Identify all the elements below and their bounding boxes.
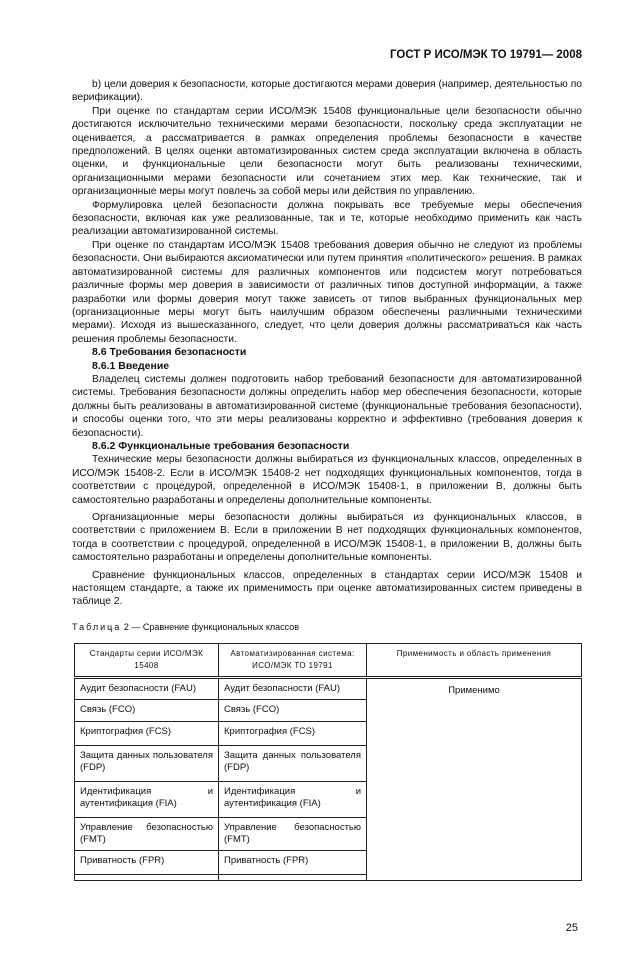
paragraph: Технические меры безопасности должны выбираться из функциональных классов, определенных в ИСО/МЭК 15408-2. Если в ИСО/МЭК 15408-2 нет подходящих функциональных компонентов, тогда в соответствии с процедурой, определенной в ИСО/МЭК 15408-1, в приложении В, должны быть самостоятельно разработаны и определены дополнительные компоненты. [72,454,582,506]
document-header: ГОСТ Р ИСО/МЭК ТО 19791— 2008 [390,49,582,61]
paragraph: Владелец системы должен подготовить набор требований безопасности для автоматизированной системы. Требования безопасности должны определить набор мер обеспечения безопасности, которые должны быть реализованы в автоматизированной системе (функциональные требования безопасности), и способы оценки того, что эти меры реализованы корректно и эффективно (требования доверия к безопасности). [72,373,582,439]
paragraph: Сравнение функциональных классов, определенных в стандартах серии ИСО/МЭК 15408 и настоящем стандарте, а также их применимость при оценке автоматизированных систем приведены в таблице 2. [72,569,582,608]
comparison-table [74,643,582,881]
table-row: Связь (FCO) Связь (FCO) [75,699,582,721]
paragraph: b) цели доверия к безопасности, которые достигаются мерами доверия (например, деятельностью по верификации). [72,79,582,104]
table-row: Криптография (FCS) Криптография (FCS) [75,721,582,745]
section-heading: 8.6 Требования безопасности [92,346,247,359]
paragraph: Формулировка целей безопасности должна покрывать все требуемые меры обеспечения безопасности, включая как уже реализованные, так и те, которые необходимо применить как часть реализации автоматизированной системы. [72,199,582,238]
column-header: Применимость и область применения [367,643,582,677]
document-body [72,78,582,609]
section-heading: 8.6.1 Введение [92,359,170,372]
table-row: Идентификация и аутентификация (FIA) Идентификация и аутентификация (FIA) [75,781,582,817]
table-row: Приватность (FPR) Приватность (FPR) [75,850,582,874]
paragraph: При оценке по стандартам серии ИСО/МЭК 15408 функциональные цели безопасности обычно достигаются исключительно техническими мерами безопасности, поскольку среда эксплуатации не оценивается, а рассматривается в рамках определения проблемы безопасности в качестве предположений. В целях оценки автоматизированных систем среда эксплуатации включена в область оценки, и функциональные цели безопасности могут быть реализованы техническими, организационными мерами безопасности или сочетанием этих мер. Как технические, так и организационные меры могут повлечь за собой меры или действия по управлению. [72,105,582,198]
table-row: Защита данных пользователя (FDP) Защита данных пользователя (FDP) [75,745,582,781]
column-header: Автоматизированная система: ИСО/МЭК ТО 19791 [219,643,367,677]
table-row: Управление безопасностью (FMT) Управление безопасностью (FMT) [75,817,582,850]
paragraph: Организационные меры безопасности должны выбираться из функциональных классов, в соответствии с приложением В. Если в приложении В нет подходящих функциональных компонентов, тогда в соответствии с процедурой, определенной в ИСО/МЭК 15408-1, в приложении В, должны быть самостоятельно разработаны и определены дополнительные компоненты. [72,512,582,564]
paragraph: При оценке по стандартам ИСО/МЭК 15408 требования доверия обычно не следуют из проблемы безопасности. Они выбираются аксиоматически или путем принятия «политического» решения. В рамках автоматизированной системы для различных компонентов или подсистем могут потребоваться различные формы мер доверия в зависимости от различных типов доступной информации, а также разработки или формы доверия могут также зависеть от типов выбранных функциональных мер (организационные меры могут быть наилучшим образом обеспечены различными техническими мерами). Исходя из вышесказанного, следует, что цели доверия должны рассматриваться как часть решения проблемы безопасности. [72,239,582,345]
section-heading: 8.6.2 Функциональные требования безопасности [92,439,350,452]
page-number: 25 [565,921,578,934]
table-row: Аудит безопасности (FAU) Аудит безопасности (FAU) Применимо [75,677,582,699]
table-caption: Таблица 2 — Сравнение функциональных классов [72,621,300,632]
column-header: Стандарты серии ИСО/МЭК 15408 [75,643,219,677]
applicability-cell: Применимо [367,677,582,880]
table-header-row [75,643,582,677]
